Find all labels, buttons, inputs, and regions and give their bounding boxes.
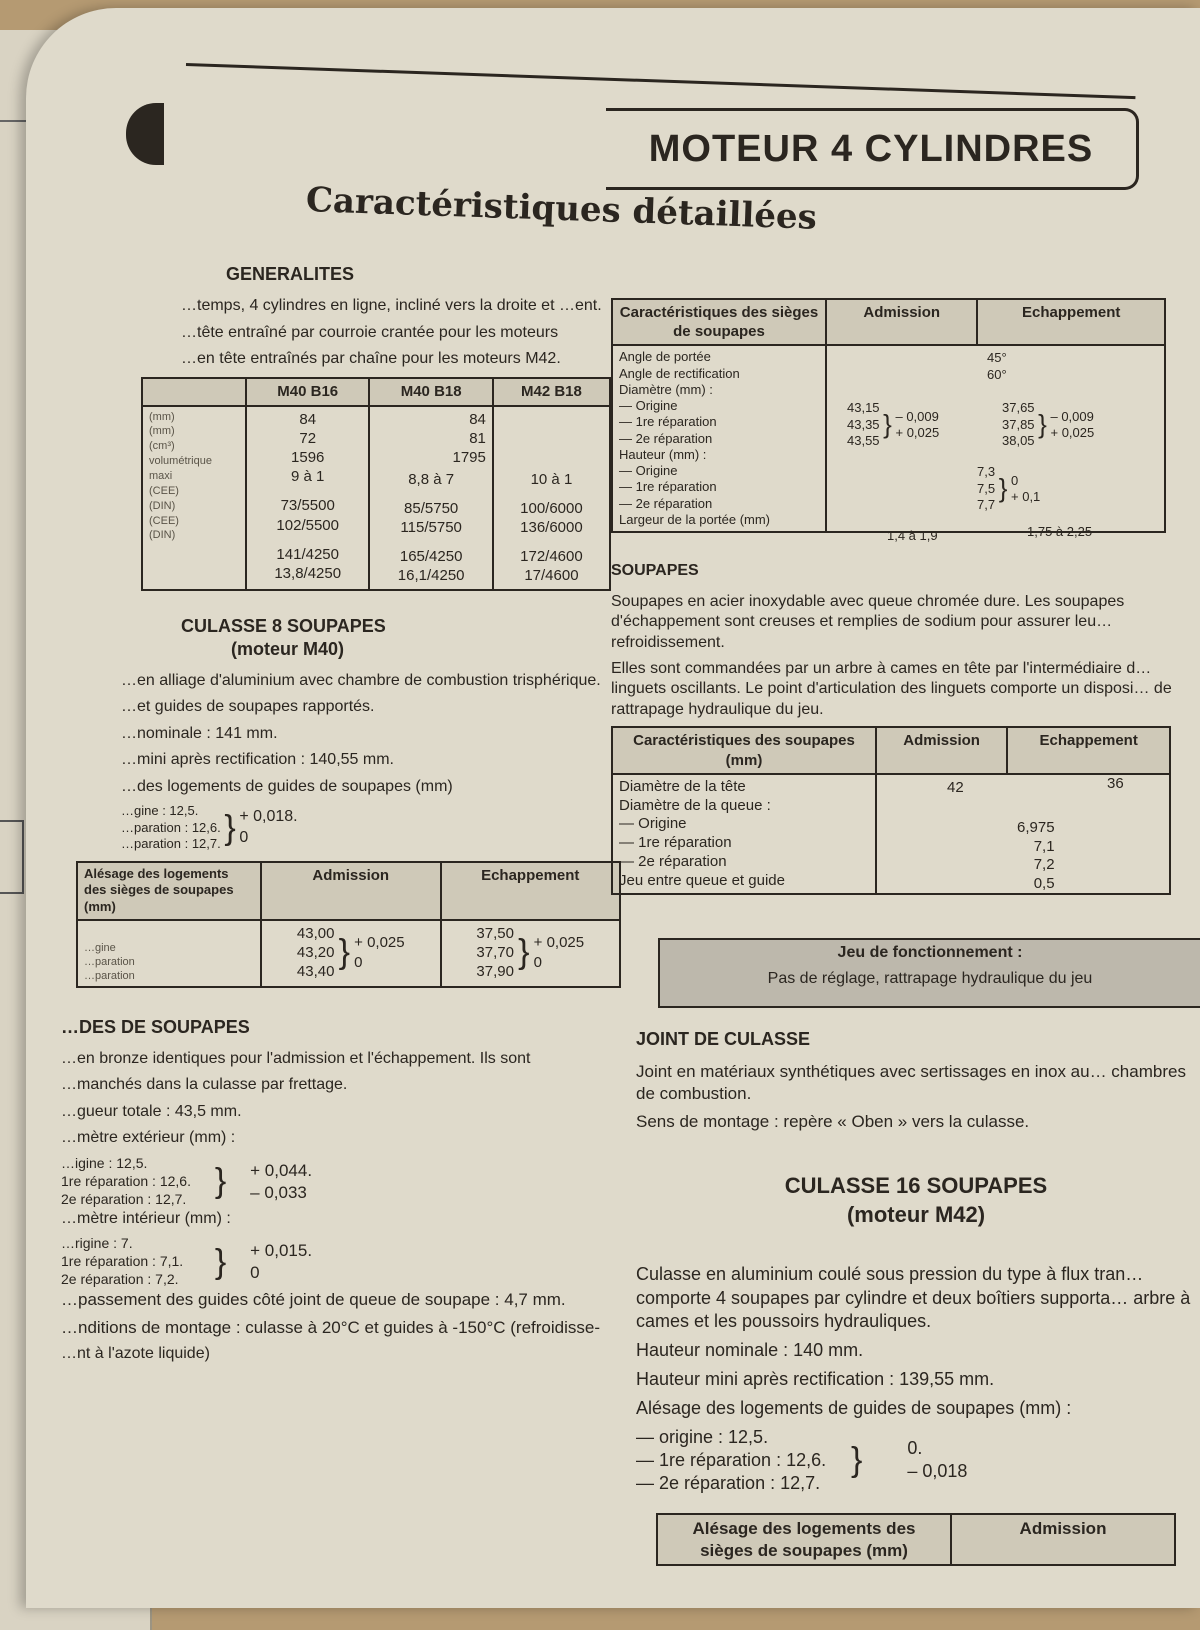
- cell: 1596: [291, 449, 325, 466]
- culasse16-p2: Hauteur nominale : 140 mm.: [636, 1339, 864, 1360]
- culasse8-p5: …des logements de guides de soupapes (mm): [121, 777, 453, 795]
- tolerance-value: 0.: [907, 1438, 923, 1459]
- tolerance-value: 0: [239, 828, 249, 846]
- cell: 43,15: [847, 400, 880, 416]
- row-label: Largeur de la portée (mm): [619, 511, 771, 527]
- sieges8-labels: [77, 920, 261, 987]
- cell: 115/5750: [400, 519, 462, 536]
- cell: 43,20: [296, 943, 335, 961]
- guides-p3: …gueur totale : 43,5 mm.: [61, 1102, 242, 1120]
- row-label: — 1re réparation: [619, 479, 717, 495]
- joint-section: [636, 1028, 1196, 1566]
- jeu-info-box: [658, 938, 1200, 1008]
- jeu-box-title: Jeu de fonctionnement :: [837, 944, 1023, 961]
- engine-row-label: (DIN): [149, 529, 176, 542]
- tete-adm: 42: [947, 778, 964, 796]
- brace-glyph: }: [1038, 409, 1047, 440]
- left-page-box: [0, 820, 24, 894]
- culasse8-title: [181, 615, 621, 661]
- cell: 172/4600: [520, 548, 583, 566]
- brace-glyph: }: [518, 933, 530, 972]
- joint-title: JOINT DE CULASSE: [636, 1029, 811, 1049]
- generalites-p1: …temps, 4 cylindres en ligne, incliné vers la droite et …ent.: [181, 297, 602, 315]
- culasse16-title-line2: (moteur M42): [846, 1201, 986, 1227]
- brace-glyph: }: [224, 808, 236, 847]
- tolerance-value: + 0,025: [354, 934, 405, 952]
- row-label: — Origine: [619, 815, 687, 833]
- cell: 17/4600: [524, 567, 579, 585]
- angle-rectification: 60°: [987, 366, 1007, 382]
- tolerance-value: + 0,025: [533, 934, 585, 952]
- tolerance-value: – 0,009: [1050, 408, 1094, 424]
- guide-line: 2e réparation : 12,7.: [61, 1190, 187, 1207]
- tolerance-value: 0: [533, 953, 542, 971]
- cell: 72: [299, 429, 317, 447]
- cell: 13,8/4250: [274, 564, 342, 582]
- tolerance-value: 0: [250, 1262, 260, 1282]
- culasse8-sieges-table: [76, 861, 621, 988]
- culasse8-title-line2: (moteur M40): [231, 638, 345, 659]
- largeur-adm: 1,4 à 1,9: [887, 528, 938, 544]
- cell: 9 à 1: [291, 468, 325, 486]
- corner-tab-mark: [126, 103, 164, 165]
- soupapes-p1: Soupapes en acier inoxydable avec queue chromée dure. Les soupapes d'échappement sont creuses et remplies de sodium pour assurer leu… refroidissement.: [611, 592, 1125, 651]
- guide-line: …paration : 12,7.: [121, 836, 221, 852]
- joint-p1: Joint en matériaux synthétiques avec sertissages en inox au… chambres de combustion.: [636, 1062, 1186, 1103]
- cell: 16,1/4250: [397, 567, 465, 585]
- soupapes-title: SOUPAPES: [611, 562, 699, 580]
- tolerance-value: + 0,025: [1050, 424, 1095, 440]
- guide-line: 1re réparation : 7,1.: [61, 1252, 184, 1269]
- tolerance-value: + 0,025: [895, 424, 940, 440]
- row-label: Angle de portée: [619, 349, 711, 365]
- cell: 85/5750: [404, 499, 459, 517]
- row-label: …paration: [84, 955, 135, 968]
- cell: 38,05: [1002, 432, 1035, 448]
- cell: 141/4250: [276, 545, 339, 563]
- right-column: [611, 298, 1191, 895]
- cell: 7,2: [1033, 856, 1055, 874]
- culasse8-p3: …nominale : 141 mm.: [121, 724, 278, 742]
- generalites-p3: …en tête entraînés par chaîne pour les moteurs M42.: [181, 349, 561, 367]
- sieges8-header-ech: Echappement: [441, 862, 621, 920]
- row-label: — 1re réparation: [619, 414, 717, 430]
- tolerance-value: + 0,044.: [250, 1160, 313, 1180]
- tete-ech: 36: [1107, 774, 1124, 792]
- cell: 7,7: [977, 496, 996, 512]
- guide-line: — origine : 12,5.: [636, 1426, 769, 1447]
- row-label: Diamètre de la tête: [619, 777, 746, 795]
- guides-p1: …en bronze identiques pour l'admission et l'échappement. Ils sont: [61, 1049, 531, 1067]
- left-column: [61, 263, 621, 1371]
- culasse16-p1: Culasse en aluminium coulé sous pression du type à flux tran… comporte 4 soupapes par cylindre et deux boîtiers supporta… arbre à cames et les poussoirs hydrauliques.: [636, 1264, 1191, 1331]
- engine-col-m40b18: [369, 406, 492, 590]
- cell: 37,70: [476, 943, 514, 961]
- engine-specs-table: [141, 377, 611, 590]
- generalites-title: GENERALITES: [226, 264, 355, 284]
- cell: 81: [469, 429, 486, 447]
- soupapes-header-adm: Admission: [876, 727, 1007, 773]
- engine-row-label: (cm³): [149, 440, 175, 453]
- tolerance-value: – 0,018: [907, 1461, 968, 1482]
- guides-p2: …manchés dans la culasse par frettage.: [61, 1076, 348, 1094]
- row-label: Angle de rectification: [619, 365, 740, 381]
- row-label: Hauteur (mm) :: [619, 446, 707, 462]
- culasse8-p1: …en alliage d'aluminium avec chambre de combustion trisphérique.: [121, 671, 601, 689]
- engine-table-header-m40b18: M40 B18: [369, 378, 492, 405]
- engine-table-corner: [142, 378, 246, 405]
- engine-row-label: maxi: [149, 470, 173, 482]
- jeu-box-text: Pas de réglage, rattrapage hydraulique du jeu: [767, 970, 1093, 987]
- soupapes-values: [876, 774, 1170, 895]
- joint-p2: Sens de montage : repère « Oben » vers la culasse.: [636, 1111, 1030, 1131]
- sieges-header-ech: Echappement: [977, 299, 1165, 345]
- engine-col-m42b18: [493, 406, 610, 590]
- brace-glyph: }: [851, 1440, 863, 1479]
- header-rule: [186, 63, 1136, 99]
- sieges-labels: [612, 345, 826, 532]
- row-label: Jeu entre queue et guide: [619, 871, 785, 889]
- engine-row-label: volumétrique: [149, 455, 212, 468]
- tolerance-value: 0: [354, 953, 363, 971]
- guides-title: …DES DE SOUPAPES: [61, 1016, 250, 1037]
- row-label: — 2e réparation: [619, 430, 713, 446]
- culasse8-guides: [121, 803, 621, 853]
- guide-line: …gine : 12,5.: [121, 802, 199, 818]
- sieges16-header-label: Alésage des logements des sièges de soupapes (mm): [657, 1514, 951, 1566]
- tolerance-value: + 0,015.: [250, 1241, 313, 1261]
- largeur-ech: 1,75 à 2,25: [1027, 524, 1093, 540]
- sieges16-header-adm: Admission: [951, 1514, 1175, 1566]
- guides-int: [61, 1235, 621, 1289]
- soupapes-header-ech: Echappement: [1007, 727, 1170, 773]
- tolerance-value: – 0,033: [250, 1182, 307, 1202]
- engine-table-row-labels: [142, 406, 246, 590]
- angle-portee: 45°: [987, 350, 1007, 366]
- soupapes-p2: Elles sont commandées par un arbre à cames en tête par l'intermédiaire d… linguets oscillants. Le point d'articulation des linguets comporte un disposi… de rattrapage hydraulique du jeu.: [611, 660, 1172, 718]
- cell: 37,90: [476, 963, 514, 981]
- document-page: [26, 8, 1200, 1608]
- culasse16-sieges-table: [656, 1513, 1176, 1567]
- cell: 43,55: [847, 432, 880, 448]
- culasse16-title-line1: CULASSE 16 SOUPAPES: [784, 1173, 1048, 1199]
- cell: 43,40: [296, 963, 335, 981]
- sieges8-header-label: Alésage des logements des sièges de soupapes (mm): [77, 862, 261, 920]
- engine-row-label: (mm): [149, 410, 175, 423]
- culasse8-p2: …et guides de soupapes rapportés.: [121, 698, 375, 716]
- cell: 37,85: [1002, 416, 1035, 432]
- culasse16-guides: [636, 1426, 1196, 1495]
- page-title: Caractéristiques détaillées: [305, 180, 818, 238]
- brace-glyph: }: [338, 933, 350, 972]
- brace-glyph: }: [998, 473, 1008, 504]
- soupapes-header-label: Caractéristiques des soupapes (mm): [612, 727, 876, 773]
- cell: 1795: [452, 449, 486, 466]
- culasse16-p3: Hauteur mini après rectification : 139,55 mm.: [636, 1368, 995, 1389]
- engine-row-label: (DIN): [149, 499, 176, 512]
- cell: 43,00: [296, 924, 335, 942]
- guide-line: — 1re réparation : 12,6.: [636, 1449, 827, 1470]
- engine-row-label: (mm): [149, 425, 175, 438]
- sieges-values: [826, 345, 1165, 544]
- brace-glyph: }: [214, 1162, 227, 1201]
- guide-line: 2e réparation : 7,2.: [61, 1270, 179, 1287]
- guides-p8: …nt à l'azote liquide): [61, 1345, 210, 1363]
- row-label: Diamètre de la queue :: [619, 796, 771, 814]
- guide-line: …paration : 12,6.: [121, 819, 221, 835]
- culasse16-p4: Alésage des logements de guides de soupapes (mm) :: [636, 1397, 1072, 1418]
- guides-ext: [61, 1155, 621, 1209]
- page-header-title: MOTEUR 4 CYLINDRES: [648, 127, 1094, 170]
- row-label: Diamètre (mm) :: [619, 381, 713, 397]
- cell: 7,5: [977, 480, 996, 496]
- header-box: [606, 108, 1139, 190]
- row-label: …paration: [84, 969, 135, 982]
- row-label: — 1re réparation: [619, 834, 732, 852]
- cell: 7,3: [977, 464, 996, 480]
- cell: 10 à 1: [530, 470, 573, 488]
- cell: 37,65: [1002, 400, 1035, 416]
- soupapes-labels: [612, 774, 876, 895]
- cell: 8,8 à 7: [408, 470, 455, 488]
- cell: 37,50: [476, 924, 514, 942]
- cell: 100/6000: [520, 499, 583, 517]
- culasse8-p4: …mini après rectification : 140,55 mm.: [121, 751, 394, 769]
- brace-glyph: }: [883, 409, 892, 440]
- tolerance-value: – 0,009: [895, 408, 939, 424]
- cell: 7,1: [1033, 837, 1055, 855]
- guides-p5: …mètre intérieur (mm) :: [61, 1209, 231, 1227]
- engine-table-header-m42b18: M42 B18: [493, 378, 610, 405]
- cell: 43,35: [847, 416, 880, 432]
- cell: 84: [299, 410, 317, 428]
- engine-row-label: (CEE): [149, 514, 179, 527]
- sieges-header-label: Caractéristiques des sièges de soupapes: [612, 299, 826, 345]
- sieges-header-adm: Admission: [826, 299, 977, 345]
- guides-p4: …mètre extérieur (mm) :: [61, 1129, 236, 1147]
- cell: 165/4250: [399, 548, 463, 566]
- row-label: — 2e réparation: [619, 852, 727, 870]
- culasse16-title: [636, 1172, 1196, 1229]
- row-label: — Origine: [619, 398, 678, 414]
- cell: 6,975: [1017, 818, 1055, 836]
- soupapes-table: [611, 726, 1171, 895]
- tolerance-value: + 0,1: [1011, 488, 1041, 504]
- generalites-p2: …tête entraîné par courroie crantée pour les moteurs: [181, 323, 559, 341]
- guide-line: 1re réparation : 12,6.: [61, 1172, 191, 1189]
- guide-line: …igine : 12,5.: [61, 1154, 148, 1171]
- guides-p7: …nditions de montage : culasse à 20°C et guides à -150°C (refroidisse-: [61, 1317, 600, 1337]
- row-label: — Origine: [619, 463, 678, 479]
- sieges8-adm: [261, 920, 441, 987]
- sieges-table: [611, 298, 1166, 544]
- engine-table-header-m40b16: M40 B16: [246, 378, 369, 405]
- guide-line: …rigine : 7.: [61, 1235, 133, 1252]
- row-label: …gine: [84, 941, 116, 954]
- tolerance-value: + 0,018.: [239, 808, 298, 826]
- cell: 102/5500: [276, 516, 339, 534]
- cell: 73/5500: [280, 497, 335, 515]
- brace-glyph: }: [214, 1242, 227, 1281]
- sieges8-ech: [441, 920, 621, 987]
- cell: 0,5: [1033, 875, 1055, 893]
- row-label: — 2e réparation: [619, 495, 713, 511]
- guides-p6: …passement des guides côté joint de queue de soupape : 4,7 mm.: [61, 1289, 566, 1309]
- cell: 136/6000: [520, 519, 583, 536]
- sieges8-header-adm: Admission: [261, 862, 441, 920]
- engine-col-m40b16: [246, 406, 369, 590]
- guide-line: — 2e réparation : 12,7.: [636, 1472, 821, 1493]
- cell: 84: [469, 410, 486, 428]
- tolerance-value: 0: [1011, 472, 1019, 488]
- culasse8-title-line1: CULASSE 8 SOUPAPES: [181, 615, 386, 636]
- engine-row-label: (CEE): [149, 484, 179, 497]
